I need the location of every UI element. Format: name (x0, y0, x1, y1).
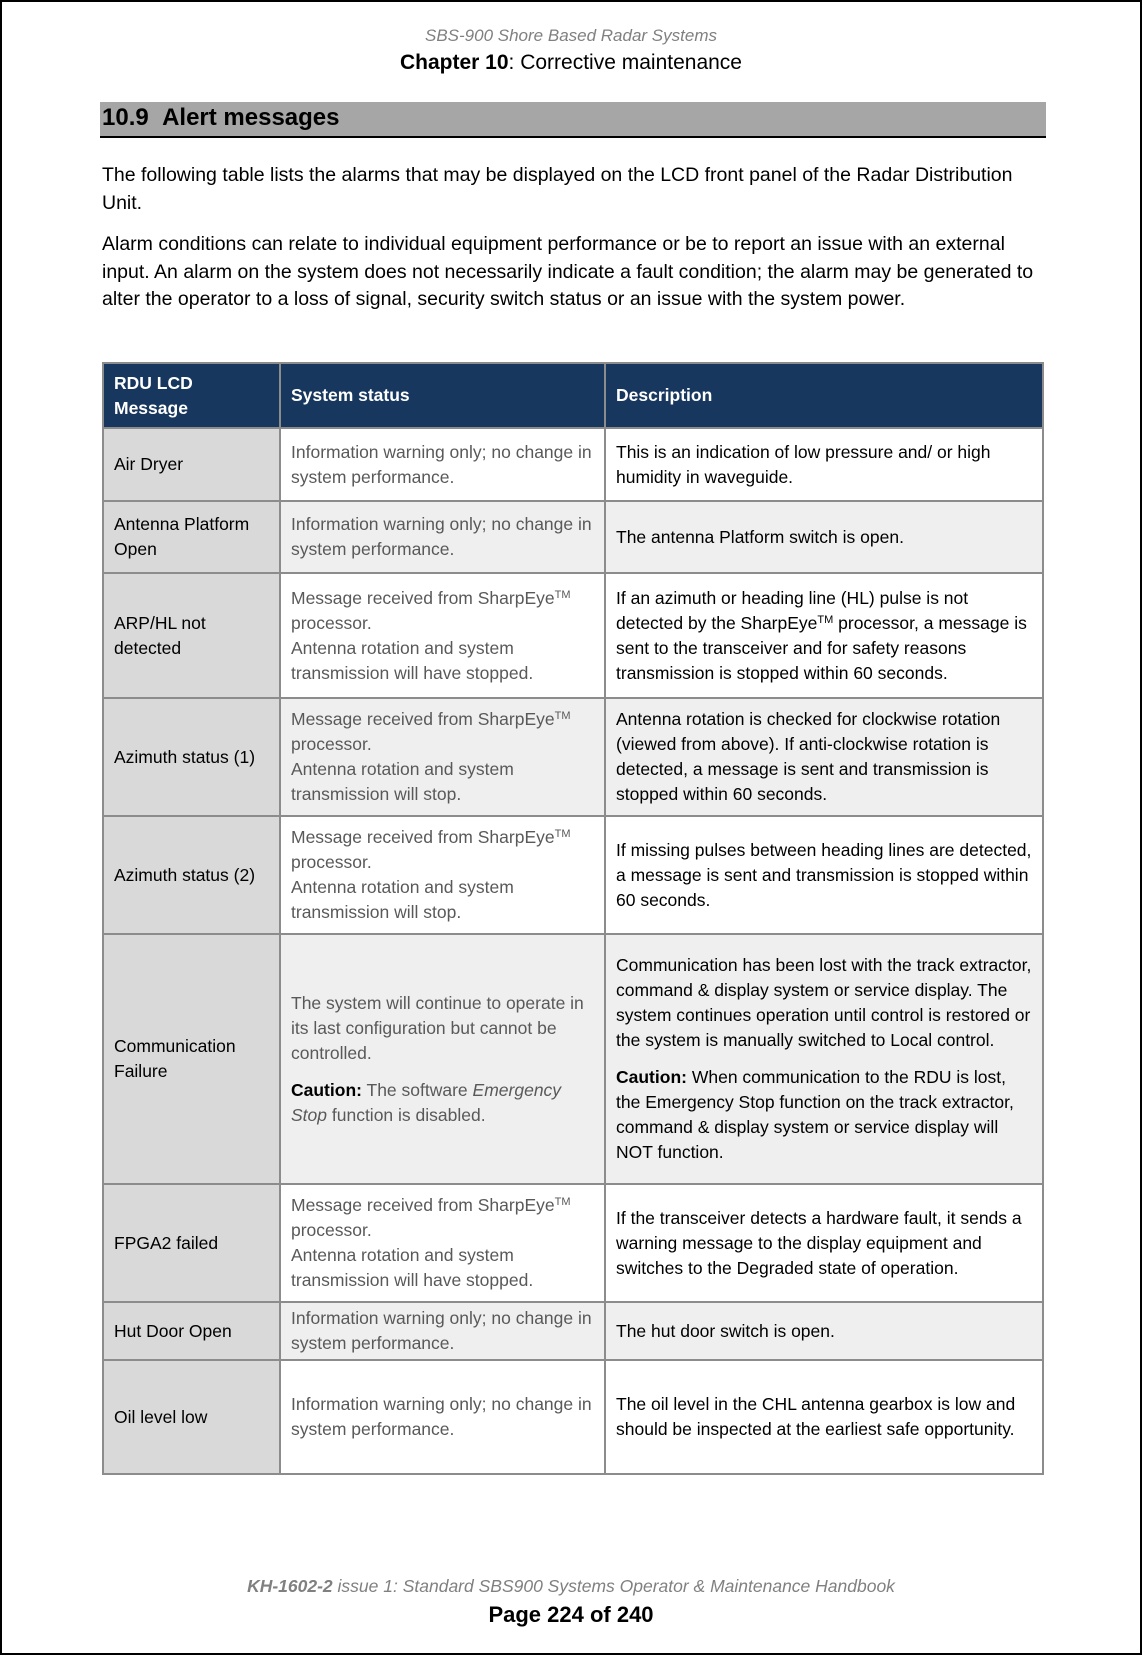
status-cell: Information warning only; no change in system performance. (280, 1360, 605, 1474)
intro-paragraph-1: The following table lists the alarms that may be displayed on the LCD front panel of the Radar Distribution Unit. (102, 164, 1013, 214)
message-cell: Air Dryer (103, 428, 280, 501)
column-header-message: RDU LCD Message (103, 363, 280, 428)
caution-note: Caution: The software Emergency Stop function is disabled. (291, 1079, 562, 1125)
caution-label: Caution: (291, 1079, 362, 1100)
message-cell: Azimuth status (1) (103, 698, 280, 816)
status-cell: Information warning only; no change in system performance. (280, 428, 605, 501)
section-title: Alert messages (162, 104, 340, 131)
status-cell: Information warning only; no change in system performance. (280, 1302, 605, 1360)
status-cell: Information warning only; no change in system performance. (280, 501, 605, 573)
chapter-heading (2, 51, 1140, 75)
chapter-label: Chapter 10 (400, 51, 509, 74)
description-cell: The hut door switch is open. (605, 1302, 1043, 1360)
status-cell: Message received from SharpEye™ processor. Antenna rotation and system transmission will stop. (280, 816, 605, 934)
message-cell: Azimuth status (2) (103, 816, 280, 934)
section-heading (102, 104, 340, 132)
footer-document-info (2, 1576, 1140, 1597)
status-cell: The system will continue to operate in its last configuration but cannot be controlled. Caution: The software Emergency Stop function is disabled. (280, 934, 605, 1184)
section-number: 10.9 (102, 104, 149, 131)
description-cell: If missing pulses between heading lines are detected, a message is sent and transmission is stopped within 60 seconds. (605, 816, 1043, 934)
message-cell: ARP/HL not detected (103, 573, 280, 698)
status-cell: Message received from SharpEye™ processor. Antenna rotation and system transmission will have stopped. (280, 1184, 605, 1302)
caution-note: Caution: When communication to the RDU is lost, the Emergency Stop function on the track extractor, command & display system or service display will NOT function. (616, 1067, 1014, 1162)
page-number: Page 224 of 240 (488, 1602, 654, 1627)
description-cell: Communication has been lost with the track extractor, command & display system or service display. The system continues operation until control is restored or the system is manually switched to Local control. Caution: When communication to the RDU is lost, the Emergency Stop function on the track extractor, command & display system or service display will NOT function. (605, 934, 1043, 1184)
header-subtitle: SBS-900 Shore Based Radar Systems (425, 26, 717, 45)
trademark-mark: TM (554, 1196, 571, 1208)
message-cell: Hut Door Open (103, 1302, 280, 1360)
description-cell: If the transceiver detects a hardware fault, it sends a warning message to the display equipment and switches to the Degraded state of operation. (605, 1184, 1043, 1302)
table-row (103, 573, 1043, 698)
alert-messages-table (102, 362, 1044, 1475)
column-header-description: Description (605, 363, 1043, 428)
trademark-mark: TM (554, 710, 571, 722)
table-row (103, 934, 1043, 1184)
table-row (103, 1360, 1043, 1474)
table-row (103, 698, 1043, 816)
description-cell: If an azimuth or heading line (HL) pulse is not detected by the SharpEye™ processor, a message is sent to the transceiver and for safety reasons transmission is stopped within 60 seconds. (605, 573, 1043, 698)
document-code: KH-1602-2 (247, 1576, 333, 1596)
chapter-title: : Corrective maintenance (508, 51, 742, 74)
table-header-row (103, 363, 1043, 428)
status-cell: Message received from SharpEye™ processor. Antenna rotation and system transmission will stop. (280, 698, 605, 816)
trademark-mark: TM (817, 613, 834, 626)
description-cell: This is an indication of low pressure and/ or high humidity in waveguide. (605, 428, 1043, 501)
table-row (103, 428, 1043, 501)
description-cell: The oil level in the CHL antenna gearbox is low and should be inspected at the earliest safe opportunity. (605, 1360, 1043, 1474)
table-row (103, 1184, 1043, 1302)
column-header-status: System status (280, 363, 605, 428)
message-cell: Antenna Platform Open (103, 501, 280, 573)
table-row (103, 816, 1043, 934)
trademark-mark: TM (554, 828, 571, 840)
message-cell: Communication Failure (103, 934, 280, 1184)
intro-paragraph-2: Alarm conditions can relate to individual equipment performance or be to report an issue with an external input. An alarm on the system does not necessarily indicate a fault condition; the alarm may be generated to alter the operator to a loss of signal, security switch status or an issue with the system power. (102, 233, 1034, 310)
section-heading-bar (100, 102, 1046, 138)
message-cell: FPGA2 failed (103, 1184, 280, 1302)
description-cell: Antenna rotation is checked for clockwise rotation (viewed from above). If anti-clockwise rotation is detected, a message is sent and transmission is stopped within 60 seconds. (605, 698, 1043, 816)
document-title: issue 1: Standard SBS900 Systems Operator & Maintenance Handbook (332, 1576, 895, 1596)
table-row (103, 501, 1043, 573)
message-cell: Oil level low (103, 1360, 280, 1474)
description-cell: The antenna Platform switch is open. (605, 501, 1043, 573)
trademark-mark: TM (554, 588, 571, 601)
table-row (103, 1302, 1043, 1360)
caution-label: Caution: (616, 1067, 687, 1087)
status-cell: Message received from SharpEye™ processor. Antenna rotation and system transmission will have stopped. (280, 573, 605, 698)
